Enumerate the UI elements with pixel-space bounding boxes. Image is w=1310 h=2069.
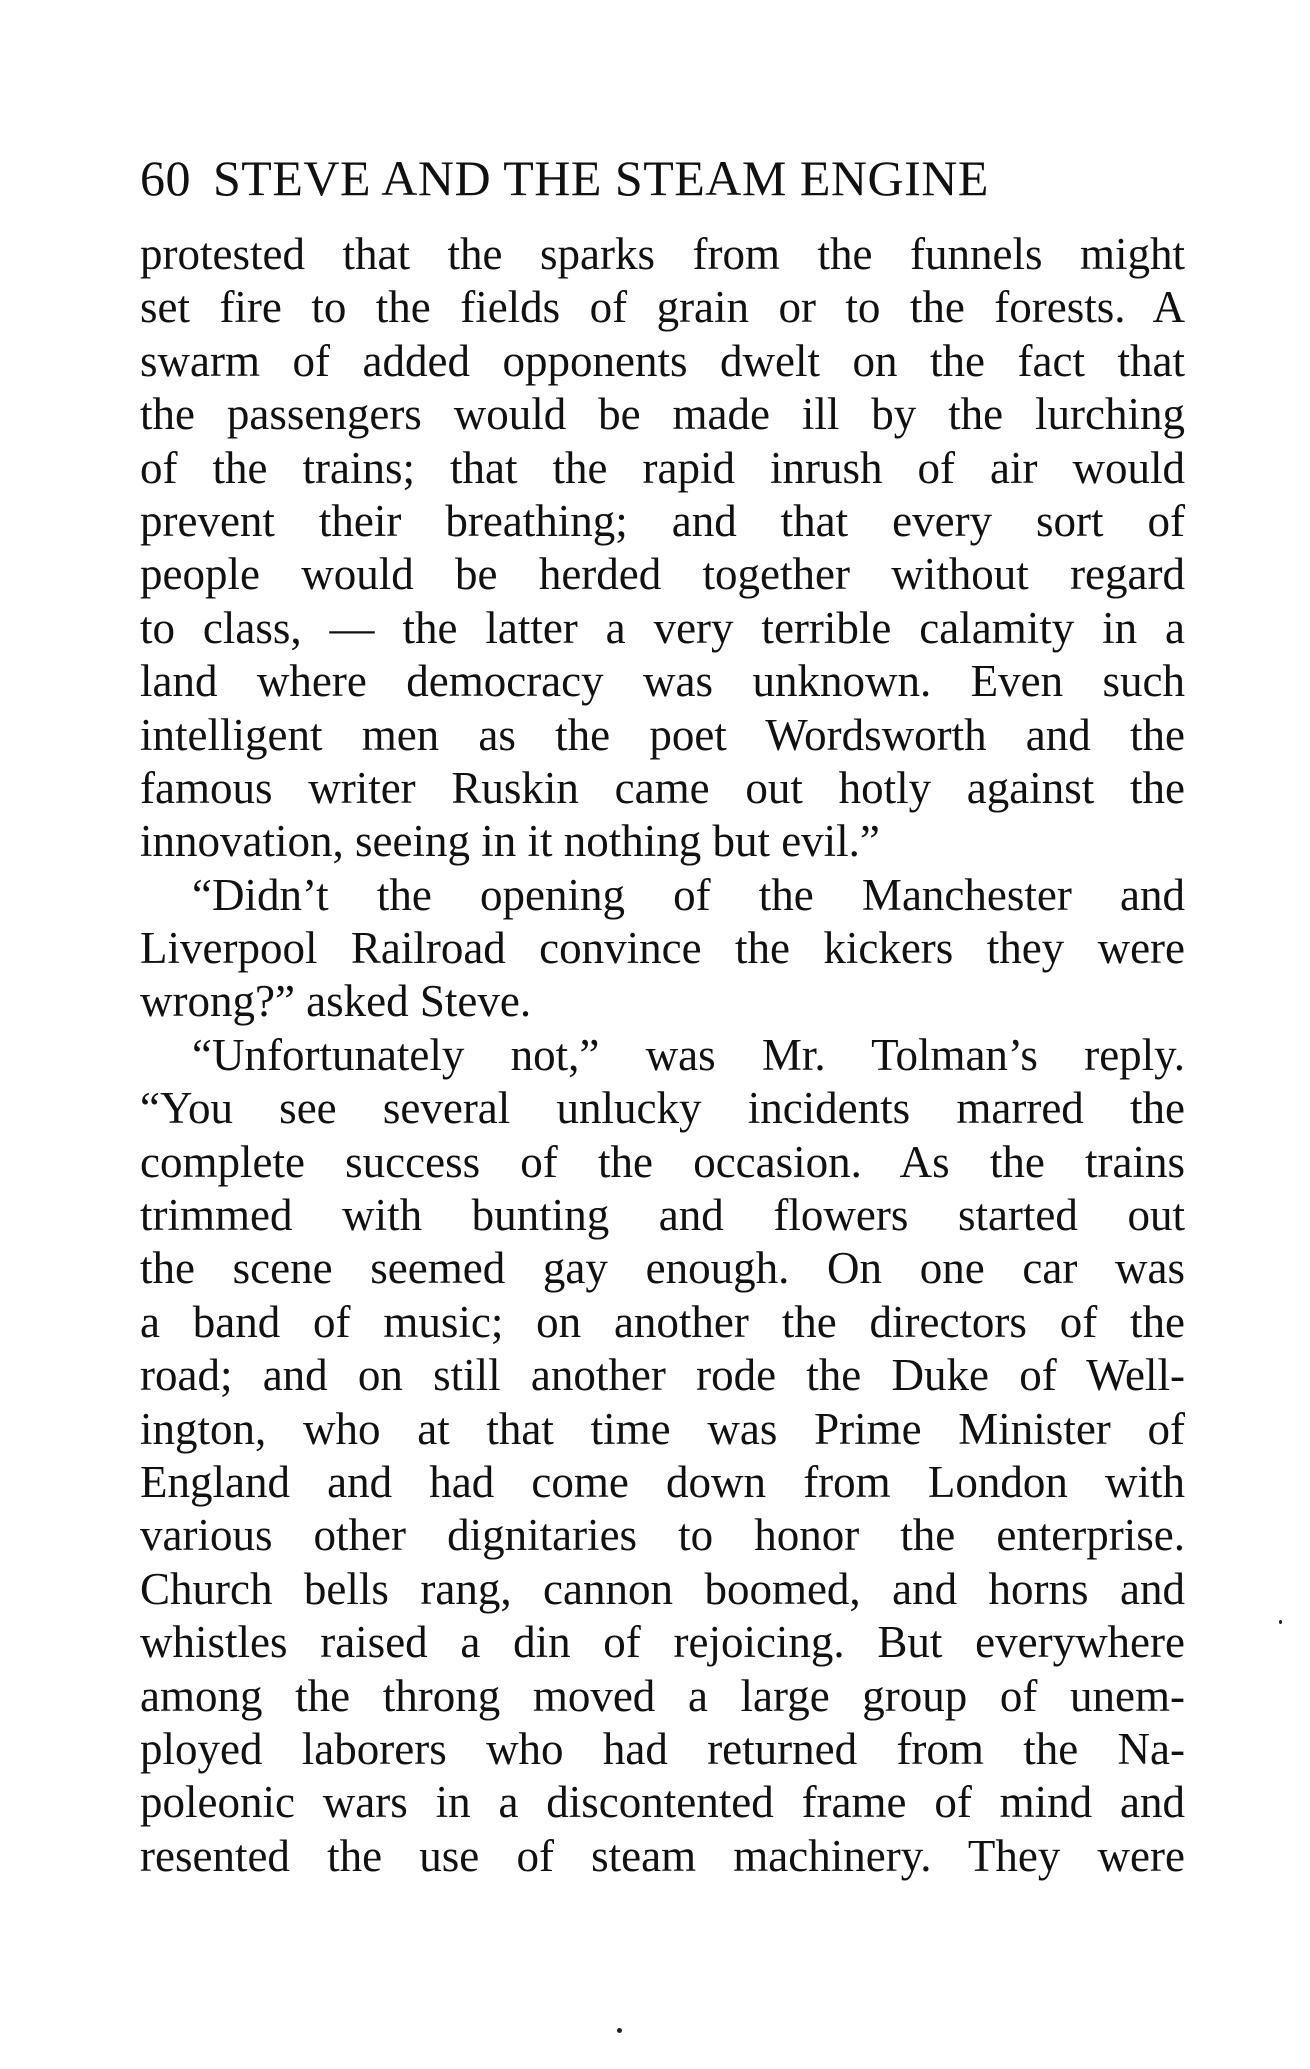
text-line: set fire to the fields of grain or to the forests. A [140,282,1185,333]
text-line: a band of music; on another the directors of the [140,1296,1185,1347]
running-header [140,148,1140,208]
text-line: “Didn’t the opening of the Manchester and [192,869,1185,920]
text-line: of the trains; that the rapid inrush of air would [140,442,1185,493]
text-line: “You see several unlucky incidents marred the [140,1083,1185,1134]
scan-speck [617,2028,622,2033]
text-line: England and had come down from London with [140,1456,1185,1507]
text-line: various other dignitaries to honor the enterprise. [140,1510,1185,1561]
text-line: people would be herded together without regard [140,549,1185,600]
text-line: the scene seemed gay enough. On one car was [140,1243,1185,1294]
text-line: land where democracy was unknown. Even such [140,656,1185,707]
text-line: ployed laborers who had returned from the Na- [140,1723,1185,1774]
text-line: resented the use of steam machinery. They were [140,1830,1185,1881]
text-line: among the throng moved a large group of unem- [140,1670,1185,1721]
text-line: “Unfortunately not,” was Mr. Tolman’s reply. [192,1029,1185,1080]
text-line: Liverpool Railroad convince the kickers they were [140,923,1185,974]
scan-speck [1279,1620,1282,1624]
text-line: poleonic wars in a discontented frame of mind and [140,1777,1185,1828]
text-line: to class, — the latter a very terrible calamity in a [140,602,1185,653]
text-line: swarm of added opponents dwelt on the fact that [140,335,1185,386]
text-line: whistles raised a din of rejoicing. But everywhere [140,1617,1185,1668]
text-line: trimmed with bunting and flowers started out [140,1190,1185,1241]
text-line: innovation, seeing in it nothing but evil.” [140,816,880,867]
page-number: 60 [140,150,191,206]
text-line: Church bells rang, cannon boomed, and horns and [140,1563,1185,1614]
body-text [140,228,1185,1883]
text-line: the passengers would be made ill by the lurching [140,389,1185,440]
running-title: STEVE AND THE STEAM ENGINE [213,150,989,206]
text-line: famous writer Ruskin came out hotly against the [140,762,1185,813]
text-line: road; and on still another rode the Duke of Well- [140,1350,1185,1401]
text-line: protested that the sparks from the funnels might [140,229,1185,279]
text-line: wrong?” asked Steve. [140,976,532,1027]
text-line: prevent their breathing; and that every sort of [140,495,1185,546]
text-line: intelligent men as the poet Wordsworth and the [140,709,1185,760]
text-line: ington, who at that time was Prime Minister of [140,1403,1185,1454]
text-line: complete success of the occasion. As the trains [140,1136,1185,1187]
